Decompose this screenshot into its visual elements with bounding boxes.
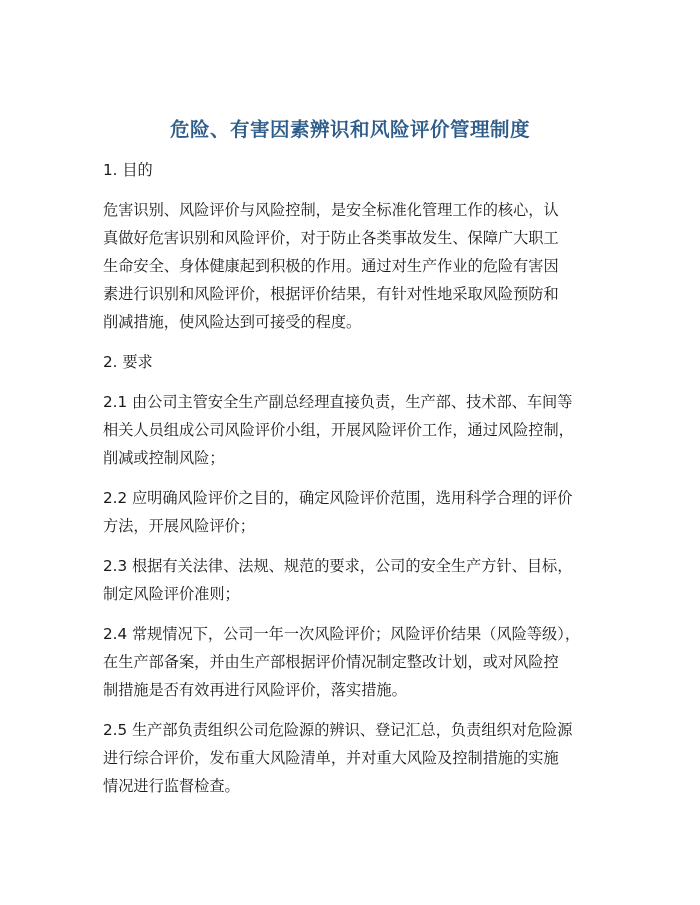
paragraph	[103, 196, 613, 336]
section-purpose	[103, 156, 613, 348]
text-line: 相关人员组成公司风险评价小组，开展风险评价工作，通过风险控制，	[103, 421, 574, 439]
text-line: 方法，开展风险评价；	[103, 517, 255, 535]
document-title: 危险、有害因素辨识和风险评价管理制度	[169, 118, 530, 141]
text-line: 真做好危害识别和风险评价，对于防止各类事故发生、保障广大职工	[103, 229, 559, 247]
text-line: 2.5 生产部负责组织公司危险源的辨识、登记汇总，负责组织对危险源	[103, 721, 573, 739]
text-line: 在生产部备案，并由生产部根据评价情况制定整改计划，或对风险控	[103, 653, 559, 671]
text-line: 制定风险评价准则；	[103, 585, 240, 603]
text-line: 削减措施，使风险达到可接受的程度。	[103, 313, 362, 331]
section-requirements	[103, 348, 613, 800]
text-line: 削减或控制风险；	[103, 449, 225, 467]
text-line: 危害识别、风险评价与风险控制，是安全标准化管理工作的核心，认	[103, 201, 559, 219]
text-line: 进行综合评价，发布重大风险清单，并对重大风险及控制措施的实施	[103, 749, 559, 767]
paragraph	[103, 484, 613, 540]
section-heading: 1. 目的	[103, 161, 153, 179]
text-line: 2.3 根据有关法律、法规、规范的要求，公司的安全生产方针、目标，	[103, 557, 573, 575]
text-line: 素进行识别和风险评价，根据评价结果，有针对性地采取风险预防和	[103, 285, 559, 303]
paragraph	[103, 716, 613, 800]
text-line: 情况进行监督检查。	[103, 777, 240, 795]
text-line: 2.1 由公司主管安全生产副总经理直接负责，生产部、技术部、车间等	[103, 393, 573, 411]
paragraph	[103, 620, 613, 704]
text-line: 制措施是否有效再进行风险评价，落实措施。	[103, 681, 407, 699]
text-line: 生命安全、身体健康起到积极的作用。通过对生产作业的危险有害因	[103, 257, 559, 275]
paragraph	[103, 552, 613, 608]
text-line: 2.4 常规情况下，公司一年一次风险评价；风险评价结果（风险等级），	[103, 625, 581, 643]
paragraph	[103, 388, 613, 472]
section-heading: 2. 要求	[103, 353, 153, 371]
document-body	[103, 156, 613, 800]
text-line: 2.2 应明确风险评价之目的，确定风险评价范围，选用科学合理的评价	[103, 489, 573, 507]
